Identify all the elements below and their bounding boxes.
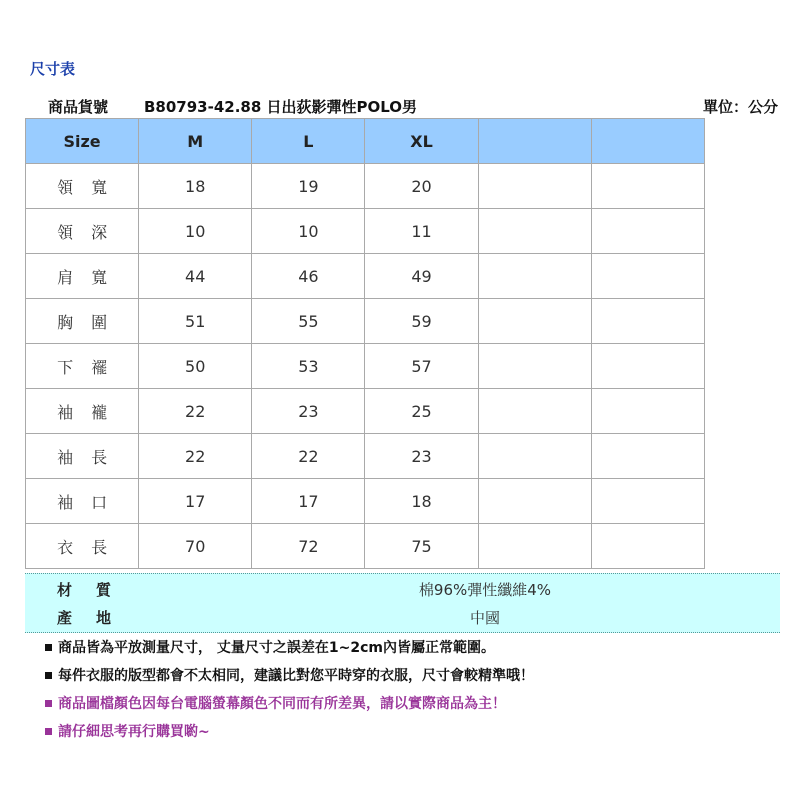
table-row [26, 209, 705, 254]
cell-empty [591, 479, 704, 524]
cell-empty [591, 434, 704, 479]
row-label-char: 袖 [57, 402, 74, 422]
bullet-square-icon [45, 728, 52, 735]
cell-empty [478, 389, 591, 434]
row-label-char: 口 [91, 492, 108, 512]
cell-l: 23 [252, 389, 365, 434]
table-row [26, 524, 705, 569]
cell-empty [478, 479, 591, 524]
column-header-empty [591, 119, 704, 164]
row-label-char: 肩 [57, 267, 74, 287]
size-table-header-row [26, 119, 705, 164]
origin-label-char: 產 [57, 609, 73, 627]
bullet-square-icon [45, 700, 52, 707]
cell-empty [478, 209, 591, 254]
row-label-char: 衣 [57, 537, 74, 557]
cell-xl: 25 [365, 389, 478, 434]
row-label [26, 344, 139, 389]
row-label-char: 深 [91, 222, 108, 242]
cell-l: 55 [252, 299, 365, 344]
cell-m: 17 [139, 479, 252, 524]
row-label-char: 袖 [57, 492, 74, 512]
row-label-char: 胸 [57, 312, 74, 332]
notes-list [45, 634, 534, 746]
cell-xl: 75 [365, 524, 478, 569]
cell-l: 17 [252, 479, 365, 524]
unit-label: 單位：公分 [702, 98, 778, 116]
fabric-row [25, 576, 780, 604]
row-label-char: 領 [57, 177, 74, 197]
row-label-char: 領 [57, 222, 74, 242]
note-item [45, 718, 534, 746]
origin-value: 中國 [469, 609, 500, 627]
row-label [26, 434, 139, 479]
cell-m: 22 [139, 389, 252, 434]
origin-label [57, 607, 111, 628]
page-title: 尺寸表 [30, 60, 76, 78]
cell-empty [591, 164, 704, 209]
product-label: 商品貨號 [48, 98, 109, 116]
table-row [26, 479, 705, 524]
table-row [26, 344, 705, 389]
fabric-value: 棉96%彈性纖維4% [418, 581, 552, 599]
row-label [26, 164, 139, 209]
cell-empty [478, 434, 591, 479]
cell-m: 70 [139, 524, 252, 569]
cell-empty [591, 524, 704, 569]
cell-m: 10 [139, 209, 252, 254]
cell-xl: 59 [365, 299, 478, 344]
row-label-char: 長 [91, 447, 108, 467]
row-label [26, 209, 139, 254]
cell-xl: 20 [365, 164, 478, 209]
bullet-square-icon [45, 672, 52, 679]
column-header-xl: XL [365, 119, 478, 164]
cell-l: 72 [252, 524, 365, 569]
cell-empty [591, 299, 704, 344]
column-header-empty [478, 119, 591, 164]
cell-m: 51 [139, 299, 252, 344]
cell-xl: 23 [365, 434, 478, 479]
row-label [26, 389, 139, 434]
cell-empty [591, 389, 704, 434]
cell-empty [478, 524, 591, 569]
cell-xl: 57 [365, 344, 478, 389]
table-row [26, 164, 705, 209]
cell-m: 44 [139, 254, 252, 299]
cell-empty [591, 209, 704, 254]
row-label [26, 299, 139, 344]
row-label-char: 襱 [91, 402, 108, 422]
table-row [26, 434, 705, 479]
cell-empty [591, 344, 704, 389]
cell-l: 10 [252, 209, 365, 254]
row-label-char: 圍 [91, 312, 108, 332]
row-label-char: 襬 [91, 357, 108, 377]
cell-xl: 11 [365, 209, 478, 254]
row-label-char: 長 [91, 537, 108, 557]
cell-empty [478, 254, 591, 299]
cell-xl: 18 [365, 479, 478, 524]
fabric-label-char: 材 [57, 581, 73, 599]
row-label-char: 寬 [91, 177, 108, 197]
column-header-l: L [252, 119, 365, 164]
fabric-label [57, 579, 111, 600]
cell-m: 22 [139, 434, 252, 479]
bullet-square-icon [45, 644, 52, 651]
material-panel [25, 573, 780, 633]
row-label [26, 479, 139, 524]
note-item [45, 662, 534, 690]
table-row [26, 254, 705, 299]
note-text: 商品圖檔顏色因每台電腦螢幕顏色不同而有所差異，請以實際商品為主！ [58, 696, 506, 712]
note-text: 每件衣服的版型都會不太相同，建議比對您平時穿的衣服，尺寸會較精準哦！ [58, 668, 534, 684]
column-header-m: M [139, 119, 252, 164]
note-text: 商品皆為平放測量尺寸， 丈量尺寸之誤差在1~2cm內皆屬正常範圍。 [58, 640, 495, 656]
cell-l: 53 [252, 344, 365, 389]
cell-l: 22 [252, 434, 365, 479]
cell-empty [478, 344, 591, 389]
cell-m: 18 [139, 164, 252, 209]
product-header [48, 96, 778, 118]
cell-m: 50 [139, 344, 252, 389]
row-label-char: 寬 [91, 267, 108, 287]
column-header-size: Size [26, 119, 139, 164]
fabric-label-char: 質 [96, 581, 112, 599]
cell-empty [478, 299, 591, 344]
note-item [45, 634, 534, 662]
cell-xl: 49 [365, 254, 478, 299]
cell-l: 19 [252, 164, 365, 209]
cell-l: 46 [252, 254, 365, 299]
table-row [26, 299, 705, 344]
note-text: 請仔細思考再行購買喲~ [58, 724, 210, 740]
row-label-char: 袖 [57, 447, 74, 467]
note-item [45, 690, 534, 718]
size-table [25, 118, 705, 569]
row-label [26, 254, 139, 299]
cell-empty [478, 164, 591, 209]
origin-label-char: 地 [96, 609, 112, 627]
row-label [26, 524, 139, 569]
table-row [26, 389, 705, 434]
origin-row [25, 604, 780, 632]
product-model: B80793-42.88 日出荻影彈性POLO男 [144, 98, 418, 116]
row-label-char: 下 [57, 357, 74, 377]
cell-empty [591, 254, 704, 299]
